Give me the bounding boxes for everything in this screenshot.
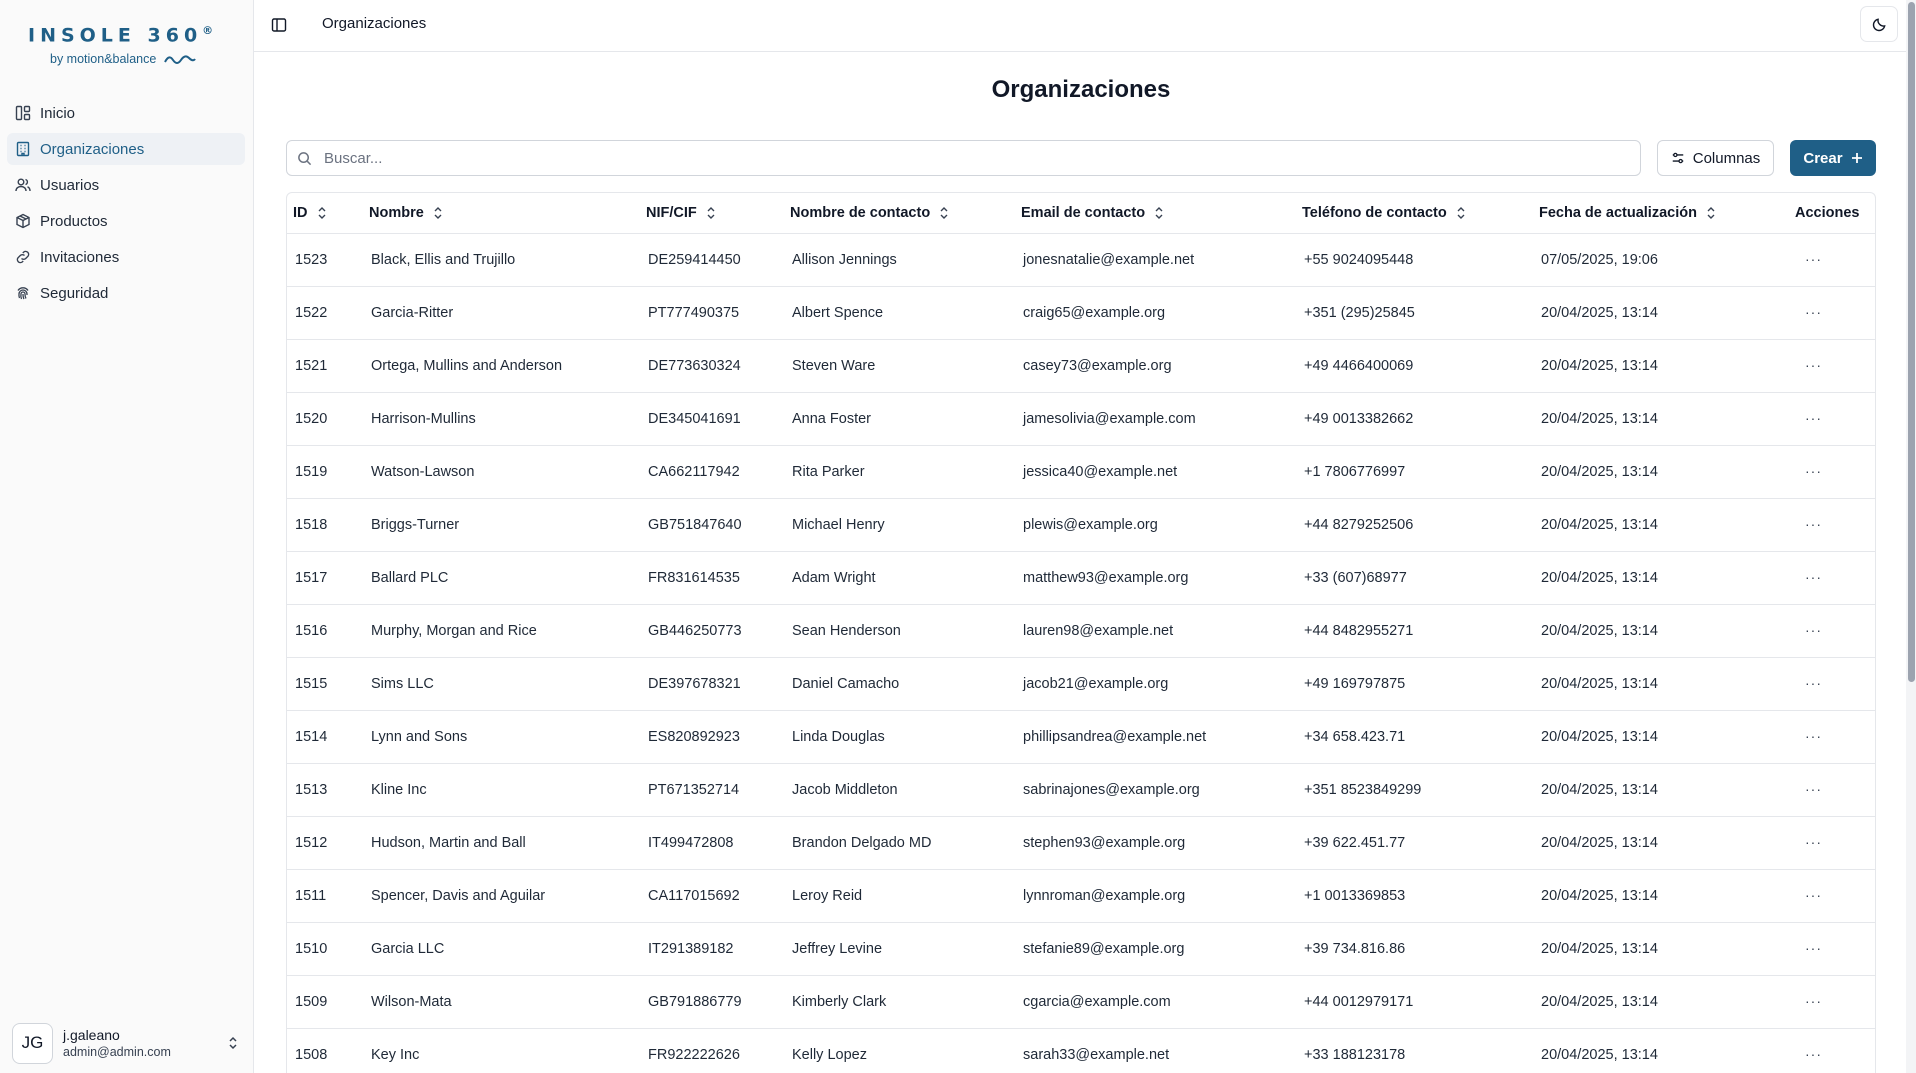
cell-actions [1789, 233, 1876, 286]
cell-contact-email: matthew93@example.org [1015, 551, 1296, 604]
sidebar-item-invitaciones[interactable] [7, 241, 245, 273]
cell-name: Watson-Lawson [363, 445, 640, 498]
cell-contact-name: Michael Henry [784, 498, 1015, 551]
cell-nif: IT499472808 [640, 816, 784, 869]
cell-contact-phone: +1 0013369853 [1296, 869, 1533, 922]
columns-button[interactable] [1657, 140, 1774, 176]
cell-contact-name: Sean Henderson [784, 604, 1015, 657]
cell-updated-at: 20/04/2025, 13:14 [1533, 392, 1789, 445]
cell-nif: DE259414450 [640, 233, 784, 286]
cell-name: Ballard PLC [363, 551, 640, 604]
cell-id: 1520 [287, 392, 363, 445]
cell-actions [1789, 657, 1876, 710]
cell-contact-name: Brandon Delgado MD [784, 816, 1015, 869]
row-actions-button[interactable]: ··· [1805, 940, 1822, 956]
cell-contact-phone: +1 7806776997 [1296, 445, 1533, 498]
cell-name: Hudson, Martin and Ball [363, 816, 640, 869]
row-actions-button[interactable]: ··· [1805, 516, 1822, 532]
row-actions-button[interactable]: ··· [1805, 304, 1822, 320]
cell-contact-email: stefanie89@example.org [1015, 922, 1296, 975]
chevron-up-down-icon [226, 1036, 240, 1050]
cell-nif: CA117015692 [640, 869, 784, 922]
cell-nif: GB791886779 [640, 975, 784, 1028]
cell-updated-at: 20/04/2025, 13:14 [1533, 657, 1789, 710]
cell-updated-at: 20/04/2025, 13:14 [1533, 869, 1789, 922]
table-row[interactable] [287, 445, 1876, 498]
cell-contact-email: phillipsandrea@example.net [1015, 710, 1296, 763]
cell-contact-phone: +49 0013382662 [1296, 392, 1533, 445]
cell-contact-name: Daniel Camacho [784, 657, 1015, 710]
sidebar-item-seguridad[interactable] [7, 277, 245, 309]
cell-id: 1517 [287, 551, 363, 604]
cell-name: Ortega, Mullins and Anderson [363, 339, 640, 392]
sidebar-item-label: Invitaciones [40, 248, 120, 266]
link-icon [15, 249, 31, 265]
cell-nif: DE773630324 [640, 339, 784, 392]
table-row[interactable] [287, 922, 1876, 975]
row-actions-button[interactable]: ··· [1805, 781, 1822, 797]
theme-toggle-button[interactable] [1860, 6, 1898, 42]
sidebar-item-organizaciones[interactable] [7, 133, 245, 165]
cell-contact-email: craig65@example.org [1015, 286, 1296, 339]
table-row[interactable] [287, 339, 1876, 392]
cell-name: Lynn and Sons [363, 710, 640, 763]
cell-updated-at: 07/05/2025, 19:06 [1533, 233, 1789, 286]
table-row[interactable] [287, 392, 1876, 445]
sort-icon [1455, 206, 1467, 220]
cell-actions [1789, 392, 1876, 445]
table-row[interactable] [287, 1028, 1876, 1073]
search-icon [297, 151, 312, 166]
cell-name: Spencer, Davis and Aguilar [363, 869, 640, 922]
cell-updated-at: 20/04/2025, 13:14 [1533, 604, 1789, 657]
sort-icon [316, 206, 328, 220]
cell-id: 1510 [287, 922, 363, 975]
cell-contact-email: sarah33@example.net [1015, 1028, 1296, 1073]
column-header-actions: Acciones [1789, 193, 1876, 233]
top-header [254, 0, 1916, 52]
cell-nif: DE397678321 [640, 657, 784, 710]
row-actions-button[interactable]: ··· [1805, 675, 1822, 691]
breadcrumb: Organizaciones [322, 15, 427, 32]
row-actions-button[interactable]: ··· [1805, 357, 1822, 373]
sidebar-item-label: Seguridad [40, 284, 109, 302]
table-row[interactable] [287, 657, 1876, 710]
sidebar-item-inicio[interactable] [7, 97, 245, 129]
cell-contact-email: cgarcia@example.com [1015, 975, 1296, 1028]
cell-actions [1789, 339, 1876, 392]
table-row[interactable] [287, 816, 1876, 869]
cell-name: Black, Ellis and Trujillo [363, 233, 640, 286]
cell-contact-name: Jeffrey Levine [784, 922, 1015, 975]
cell-contact-email: jacob21@example.org [1015, 657, 1296, 710]
table-row[interactable] [287, 604, 1876, 657]
table-row[interactable] [287, 710, 1876, 763]
fingerprint-icon [15, 285, 31, 301]
cell-id: 1509 [287, 975, 363, 1028]
cell-actions [1789, 445, 1876, 498]
cell-actions [1789, 498, 1876, 551]
cell-id: 1508 [287, 1028, 363, 1073]
moon-icon [1872, 17, 1887, 32]
column-header-nif[interactable]: NIF/CIF [640, 193, 784, 233]
sidebar-icon [271, 17, 287, 33]
cell-updated-at: 20/04/2025, 13:14 [1533, 1028, 1789, 1073]
cell-nif: CA662117942 [640, 445, 784, 498]
search-box[interactable] [286, 140, 1641, 176]
cell-name: Murphy, Morgan and Rice [363, 604, 640, 657]
cell-actions [1789, 975, 1876, 1028]
search-input[interactable] [324, 150, 1604, 167]
brand-logo[interactable] [28, 24, 240, 74]
wave-icon [164, 53, 196, 65]
cell-id: 1521 [287, 339, 363, 392]
cell-updated-at: 20/04/2025, 13:14 [1533, 710, 1789, 763]
columns-button-label: Columnas [1692, 149, 1761, 167]
table-row[interactable] [287, 498, 1876, 551]
column-header-contact-name[interactable]: Nombre de contacto [784, 193, 1015, 233]
row-actions-button[interactable]: ··· [1805, 569, 1822, 585]
cell-nif: GB446250773 [640, 604, 784, 657]
cell-contact-name: Steven Ware [784, 339, 1015, 392]
cell-id: 1515 [287, 657, 363, 710]
sidebar-nav [7, 97, 245, 313]
column-header-updated-at[interactable]: Fecha de actualización [1533, 193, 1789, 233]
sidebar-item-label: Inicio [40, 104, 76, 122]
sidebar-item-label: Organizaciones [40, 140, 145, 158]
cell-contact-name: Albert Spence [784, 286, 1015, 339]
cell-contact-name: Anna Foster [784, 392, 1015, 445]
cell-name: Harrison-Mullins [363, 392, 640, 445]
sort-icon [1705, 206, 1717, 220]
cell-nif: PT777490375 [640, 286, 784, 339]
cell-contact-name: Kimberly Clark [784, 975, 1015, 1028]
dashboard-icon [15, 105, 31, 121]
organizations-table [286, 192, 1876, 1073]
cell-updated-at: 20/04/2025, 13:14 [1533, 975, 1789, 1028]
table-body [287, 233, 1876, 1073]
sort-icon [938, 206, 950, 220]
cell-nif: ES820892923 [640, 710, 784, 763]
cell-name: Garcia-Ritter [363, 286, 640, 339]
row-actions-button[interactable]: ··· [1805, 728, 1822, 744]
cell-name: Key Inc [363, 1028, 640, 1073]
cell-contact-phone: +44 8482955271 [1296, 604, 1533, 657]
cell-contact-phone: +39 622.451.77 [1296, 816, 1533, 869]
column-header-contact-phone[interactable]: Teléfono de contacto [1296, 193, 1533, 233]
cell-id: 1512 [287, 816, 363, 869]
cell-contact-phone: +49 4466400069 [1296, 339, 1533, 392]
cell-id: 1511 [287, 869, 363, 922]
logo-tagline: by motion&balance [28, 52, 240, 66]
cell-contact-phone: +44 8279252506 [1296, 498, 1533, 551]
scrollbar-thumb[interactable] [1908, 2, 1915, 682]
row-actions-button[interactable]: ··· [1805, 993, 1822, 1009]
cell-id: 1519 [287, 445, 363, 498]
sidebar-item-label: Usuarios [40, 176, 100, 194]
cell-contact-email: casey73@example.org [1015, 339, 1296, 392]
sidebar-toggle-button[interactable] [268, 14, 290, 36]
avatar: JG [12, 1023, 53, 1064]
cell-actions [1789, 922, 1876, 975]
cell-updated-at: 20/04/2025, 13:14 [1533, 286, 1789, 339]
cell-actions [1789, 604, 1876, 657]
column-header-id[interactable]: ID [287, 193, 363, 233]
cell-contact-phone: +49 169797875 [1296, 657, 1533, 710]
row-actions-button[interactable]: ··· [1805, 834, 1822, 850]
cell-contact-name: Leroy Reid [784, 869, 1015, 922]
cell-id: 1514 [287, 710, 363, 763]
table-row[interactable] [287, 233, 1876, 286]
cell-contact-name: Rita Parker [784, 445, 1015, 498]
cell-name: Wilson-Mata [363, 975, 640, 1028]
cell-id: 1522 [287, 286, 363, 339]
cell-name: Kline Inc [363, 763, 640, 816]
cell-contact-name: Kelly Lopez [784, 1028, 1015, 1073]
cell-contact-email: jonesnatalie@example.net [1015, 233, 1296, 286]
sort-icon [432, 206, 444, 220]
cell-updated-at: 20/04/2025, 13:14 [1533, 445, 1789, 498]
sidebar [0, 0, 254, 1073]
scrollbar[interactable] [1906, 0, 1916, 1073]
cell-contact-name: Allison Jennings [784, 233, 1015, 286]
cell-id: 1516 [287, 604, 363, 657]
cell-contact-phone: +55 9024095448 [1296, 233, 1533, 286]
cell-contact-phone: +33 (607)68977 [1296, 551, 1533, 604]
cell-contact-email: jamesolivia@example.com [1015, 392, 1296, 445]
user-menu[interactable] [12, 1022, 240, 1064]
cell-actions [1789, 710, 1876, 763]
cell-contact-phone: +351 8523849299 [1296, 763, 1533, 816]
sort-icon [1153, 206, 1165, 220]
cell-updated-at: 20/04/2025, 13:14 [1533, 922, 1789, 975]
cell-updated-at: 20/04/2025, 13:14 [1533, 816, 1789, 869]
cell-nif: FR922222626 [640, 1028, 784, 1073]
cell-contact-name: Adam Wright [784, 551, 1015, 604]
create-button-label: Crear [1803, 149, 1843, 167]
building-icon [15, 141, 31, 157]
cell-name: Garcia LLC [363, 922, 640, 975]
cell-nif: GB751847640 [640, 498, 784, 551]
cell-id: 1518 [287, 498, 363, 551]
cell-actions [1789, 816, 1876, 869]
column-header-nombre[interactable]: Nombre [363, 193, 640, 233]
cell-actions [1789, 1028, 1876, 1073]
cell-nif: DE345041691 [640, 392, 784, 445]
sort-icon [705, 206, 717, 220]
cell-updated-at: 20/04/2025, 13:14 [1533, 763, 1789, 816]
cell-contact-email: plewis@example.org [1015, 498, 1296, 551]
row-actions-button[interactable]: ··· [1805, 410, 1822, 426]
cell-contact-email: stephen93@example.org [1015, 816, 1296, 869]
cell-actions [1789, 286, 1876, 339]
create-button[interactable] [1790, 140, 1876, 176]
cell-name: Briggs-Turner [363, 498, 640, 551]
cell-contact-phone: +34 658.423.71 [1296, 710, 1533, 763]
row-actions-button[interactable]: ··· [1805, 887, 1822, 903]
sidebar-item-usuarios[interactable] [7, 169, 245, 201]
plus-icon [1851, 152, 1863, 164]
sidebar-item-productos[interactable] [7, 205, 245, 237]
column-header-contact-email[interactable]: Email de contacto [1015, 193, 1296, 233]
table-row[interactable] [287, 869, 1876, 922]
cell-contact-phone: +39 734.816.86 [1296, 922, 1533, 975]
page-title: Organizaciones [991, 76, 1171, 103]
cell-contact-phone: +351 (295)25845 [1296, 286, 1533, 339]
cell-contact-email: sabrinajones@example.org [1015, 763, 1296, 816]
cell-contact-email: jessica40@example.net [1015, 445, 1296, 498]
table-row[interactable] [287, 763, 1876, 816]
cell-contact-phone: +44 0012979171 [1296, 975, 1533, 1028]
cell-contact-email: lynnroman@example.org [1015, 869, 1296, 922]
cell-actions [1789, 551, 1876, 604]
user-email: admin@admin.com [63, 1045, 171, 1059]
logo-wordmark: INSOLE 360® [28, 24, 214, 47]
cell-nif: PT671352714 [640, 763, 784, 816]
cell-updated-at: 20/04/2025, 13:14 [1533, 551, 1789, 604]
cell-contact-name: Linda Douglas [784, 710, 1015, 763]
cell-id: 1513 [287, 763, 363, 816]
row-actions-button[interactable]: ··· [1805, 463, 1822, 479]
sliders-icon [1671, 151, 1685, 165]
cell-nif: FR831614535 [640, 551, 784, 604]
cell-contact-email: lauren98@example.net [1015, 604, 1296, 657]
table-row[interactable] [287, 551, 1876, 604]
cell-name: Sims LLC [363, 657, 640, 710]
row-actions-button[interactable]: ··· [1805, 251, 1822, 267]
table-row[interactable] [287, 286, 1876, 339]
row-actions-button[interactable]: ··· [1805, 622, 1822, 638]
table-row[interactable] [287, 975, 1876, 1028]
sidebar-item-label: Productos [40, 212, 108, 230]
cell-actions [1789, 763, 1876, 816]
cell-nif: IT291389182 [640, 922, 784, 975]
package-icon [15, 213, 31, 229]
users-icon [15, 177, 31, 193]
cell-updated-at: 20/04/2025, 13:14 [1533, 339, 1789, 392]
cell-id: 1523 [287, 233, 363, 286]
cell-updated-at: 20/04/2025, 13:14 [1533, 498, 1789, 551]
cell-contact-phone: +33 188123178 [1296, 1028, 1533, 1073]
cell-contact-name: Jacob Middleton [784, 763, 1015, 816]
row-actions-button[interactable]: ··· [1805, 1046, 1822, 1062]
user-name: j.galeano [63, 1027, 120, 1043]
cell-actions [1789, 869, 1876, 922]
table-header-row [287, 193, 1876, 233]
